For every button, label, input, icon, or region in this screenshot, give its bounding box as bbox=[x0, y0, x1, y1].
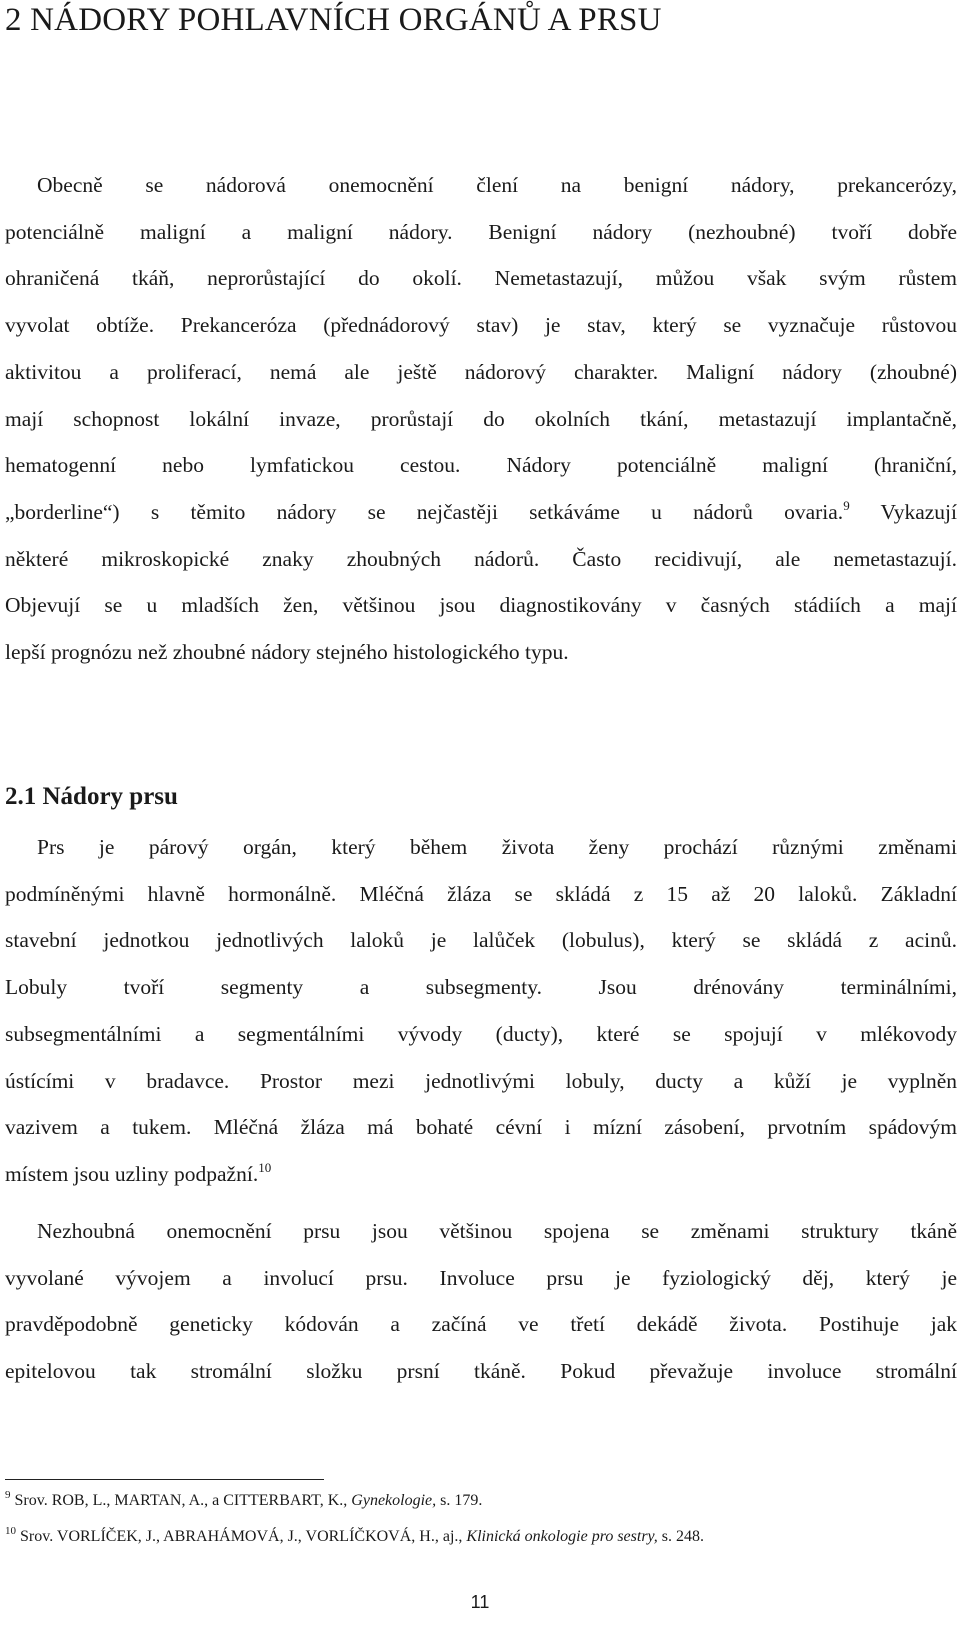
text-segment: místem jsou uzliny podpažní. bbox=[5, 1161, 259, 1186]
footnote-text: Srov. ROB, L., MARTAN, A., a CITTERBART, K., bbox=[14, 1492, 352, 1509]
footnote-number: 10 bbox=[5, 1525, 16, 1537]
text-segment: Vykazují bbox=[880, 499, 957, 524]
text-line: pravděpodobně geneticky kódován a začíná ve třetí dekádě života. Postihuje jak bbox=[5, 1312, 957, 1337]
text-line: Lobuly tvoří segmenty a subsegmenty. Jsou drénovány terminálními, bbox=[5, 975, 957, 1000]
section-title: 2.1 Nádory prsu bbox=[5, 783, 178, 810]
text-line: Prs je párový orgán, který během života ženy prochází různými změnami bbox=[37, 835, 957, 859]
footnote-text: s. 248. bbox=[657, 1528, 705, 1545]
text-line: Obecně se nádorová onemocnění člení na benigní nádory, prekancerózy, bbox=[37, 173, 957, 197]
paragraph-benign-disease bbox=[5, 1208, 957, 1395]
paragraph-breast-anatomy bbox=[5, 824, 957, 1198]
text-line: potenciálně maligní a maligní nádory. Benigní nádory (nezhoubné) tvoří dobře bbox=[5, 219, 957, 244]
text-line: epitelovou tak stromální složku prsní tkáně. Pokud převažuje involuce stromální bbox=[5, 1359, 957, 1384]
footnote-text: s. 179. bbox=[436, 1492, 483, 1509]
text-line: aktivitou a proliferací, nemá ale ještě nádorový charakter. Maligní nádory (zhoubné) bbox=[5, 359, 957, 384]
text-line: podmíněnými hlavně hormonálně. Mléčná žláza se skládá z 15 až 20 laloků. Základní bbox=[5, 881, 957, 906]
footnote-number: 9 bbox=[5, 1489, 11, 1501]
text-line: Objevují se u mladších žen, většinou jsou diagnostikovány v časných stádiích a mají bbox=[5, 593, 957, 618]
text-line: Nezhoubná onemocnění prsu jsou většinou spojena se změnami struktury tkáně bbox=[37, 1219, 957, 1243]
text-line: hematogenní nebo lymfatickou cestou. Nádory potenciálně maligní (hraniční, bbox=[5, 453, 957, 478]
text-line: vyvolané vývojem a involucí prsu. Involuce prsu je fyziologický děj, který je bbox=[5, 1265, 957, 1290]
footnote-text: Srov. VORLÍČEK, J., ABRAHÁMOVÁ, J., VORLÍČKOVÁ, H., aj., bbox=[20, 1528, 467, 1545]
footnote-ref: 10 bbox=[258, 1159, 272, 1175]
footnote-separator bbox=[5, 1479, 324, 1480]
paragraph-tumor-classification bbox=[5, 162, 957, 676]
page-number: 11 bbox=[470, 1592, 490, 1612]
text-line: subsegmentálními a segmentálními vývody (ducty), které se spojují v mlékovody bbox=[5, 1021, 957, 1046]
text-line: některé mikroskopické znaky zhoubných nádorů. Často recidivují, ale nemetastazují. bbox=[5, 546, 957, 571]
footnote-ref: 9 bbox=[843, 497, 850, 513]
chapter-title: 2 NÁDORY POHLAVNÍCH ORGÁNŮ A PRSU bbox=[5, 2, 662, 38]
footnote-10 bbox=[5, 1525, 705, 1546]
text-line: vazivem a tukem. Mléčná žláza má bohaté cévní i mízní zásobení, prvotním spádovým bbox=[5, 1115, 957, 1140]
text-line: lepší prognózu než zhoubné nádory stejného histologického typu. bbox=[5, 640, 569, 665]
text-line: ústícími v bradavce. Prostor mezi jednotlivými lobuly, ducty a kůží je vyplněn bbox=[5, 1068, 957, 1093]
text-line: stavební jednotkou jednotlivých laloků je lalůček (lobulus), který se skládá z acinů. bbox=[5, 928, 957, 953]
text-line: vyvolat obtíže. Prekanceróza (přednádorový stav) je stav, který se vyznačuje růstovou bbox=[5, 313, 957, 338]
text-line-with-footnote bbox=[5, 1151, 957, 1198]
footnote-title: Gynekologie, bbox=[351, 1492, 437, 1509]
text-line: ohraničená tkáň, neprorůstající do okolí. Nemetastazují, můžou však svým růstem bbox=[5, 266, 957, 291]
footnote-9 bbox=[5, 1489, 483, 1510]
text-line-with-footnote bbox=[5, 489, 957, 536]
text-line: mají schopnost lokální invaze, prorůstají do okolních tkání, metastazují implantačně, bbox=[5, 406, 957, 431]
text-segment: „borderline“) s těmito nádory se nejčastěji setkáváme u nádorů ovaria. bbox=[5, 499, 844, 524]
footnote-title: Klinická onkologie pro sestry, bbox=[466, 1528, 658, 1545]
